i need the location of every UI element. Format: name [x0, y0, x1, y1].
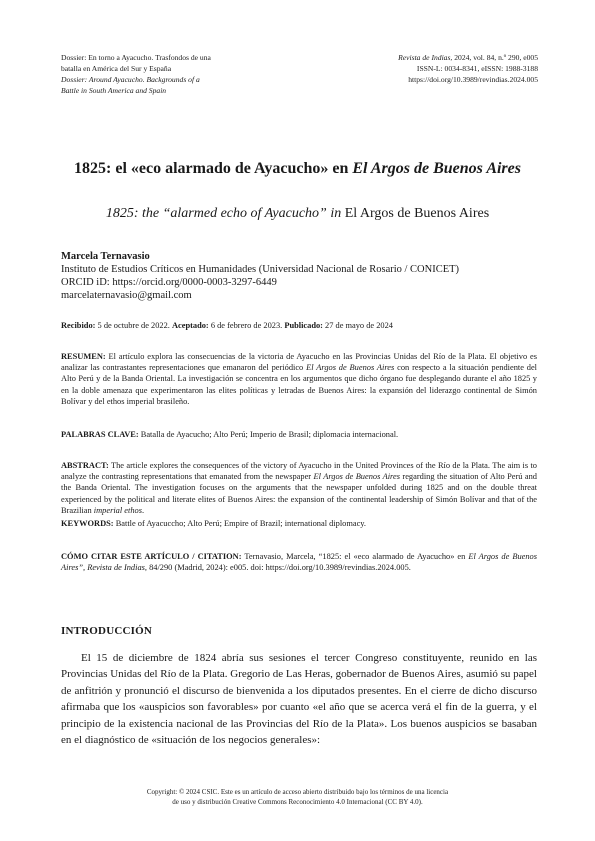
received-date: 5 de octubre de 2022.	[95, 321, 172, 330]
introduccion-paragraph: El 15 de diciembre de 1824 abría sus sesiones el tercer Congreso constituyente, reunido en las Provincias Unidas del Río de la Plata. Gregorio de Las Heras, gobernador de Buenos Aires, asumió su papel de anfitrión y pronunció el discurso de bienvenida a los diputados presentes. En el cierre de dicho discurso afirmaba que los «auspicios son favorables» por cuanto «el año que se acerca verá el fin de la guerra, y el principio de la existencia nacional de las Provincias del Río de la Plata». Los buenos auspicios se basaban en el diagnóstico de «situación de los negocios generales»:	[61, 652, 537, 747]
resumen-text-b: con respecto a la situación pendiente del Alto Perú y de la Banda Oriental. La investigación se concentra en los argumentos que dicho órgano fue desplegando durante el año 1825 y en la doble amenaza que experimentaron las elites políticas y letradas de Buenos Aires: la expansión del liderazgo continental de Simón Bolívar y del ethos imperial brasileño.	[61, 363, 538, 406]
abstract-text-b: regarding the situation of Alto Perú and the Banda Oriental. The investigation focuses on the arguments that the newspaper unfolded during 1825 and on the double threat experienced by the political and literate elites of Buenos Aires: the expansion of the continental leadership of Simón Bolívar and that of the Brazilian	[61, 472, 537, 515]
keywords	[61, 518, 537, 529]
author-email[interactable]: marcelaternavasio@gmail.com	[61, 290, 192, 301]
published-label: Publicado:	[284, 321, 323, 330]
keywords-text: Battle of Ayacuccho; Alto Perú; Empire of Brazil; international diplomacy.	[113, 519, 367, 528]
resumen-text-italic: El Argos de Buenos Aires	[306, 363, 395, 373]
journal-name: Revista de Indias,	[398, 53, 453, 62]
keywords-label: KEYWORDS:	[61, 519, 114, 528]
abstract-text-italic2: imperial ethos	[93, 505, 142, 515]
palabras-clave-label: PALABRAS CLAVE:	[61, 430, 139, 439]
journal-issn: ISSN-L: 0034-8341, eISSN: 1988-3188	[416, 64, 538, 73]
abstract-text-c: .	[141, 505, 145, 515]
dossier-title-en-2: Battle in South America and Spain	[61, 86, 167, 95]
journal-citation	[278, 52, 538, 63]
dossier-title-en-1: Dossier: Around Ayacucho. Backgrounds of a	[61, 75, 200, 84]
abstract-text-italic: El Argos de Buenos Aires	[313, 472, 400, 482]
license-footer	[80, 787, 515, 807]
section-heading-introduccion: INTRODUCCIÓN	[61, 625, 153, 637]
abstract-label: ABSTRACT:	[61, 461, 109, 470]
dossier-title-es-2: batalla en América del Sur y España	[61, 64, 172, 73]
author-block	[61, 250, 541, 302]
citation-block	[61, 551, 537, 573]
citation-text-italic: El Argos de Buenos Aires”, Revista de Indias	[61, 552, 537, 573]
journal-volume: 2024, vol. 84, n.º 290, e005	[452, 53, 538, 62]
palabras-clave-text: Batalla de Ayacucho; Alto Perú; Imperio de Brasil; diplomacia internacional.	[138, 430, 399, 439]
journal-header	[278, 52, 538, 85]
article-title-italic: El Argos de Buenos Aires	[352, 160, 521, 177]
citation-text-b: , 84/290 (Madrid, 2024): e005. doi: https://doi.org/10.3989/revindias.2024.005.	[144, 563, 411, 573]
palabras-clave	[61, 429, 537, 440]
accepted-date: 6 de febrero de 2023.	[208, 321, 285, 330]
article-subtitle-rest: El Argos de Buenos Aires	[341, 206, 490, 221]
article-title-prefix: 1825: el «eco alarmado de Ayacucho» en	[74, 160, 353, 177]
received-label: Recibido:	[61, 321, 96, 330]
license-line-2: de uso y distribución Creative Commons Reconocimiento 4.0 Internacional (CC BY 4.0).	[172, 798, 423, 806]
citation-label: CÓMO CITAR ESTE ARTÍCULO / CITATION:	[61, 552, 242, 561]
author-institution: Instituto de Estudios Críticos en Humanidades (Universidad Nacional de Rosario / CONICET)	[61, 264, 460, 275]
dossier-title-es-1: Dossier: En torno a Ayacucho. Trasfondos de una	[61, 53, 211, 62]
article-subtitle-italic: 1825: the “alarmed echo of Ayacucho” in	[105, 206, 342, 221]
dossier-header	[61, 52, 261, 96]
resumen-label: RESUMEN:	[61, 352, 106, 361]
journal-doi-link[interactable]: https://doi.org/10.3989/revindias.2024.005	[408, 75, 538, 84]
author-name: Marcela Ternavasio	[61, 251, 150, 262]
accepted-label: Aceptado:	[171, 321, 209, 330]
abstract-text-a: The article explores the consequences of the victory of Ayacucho in the United Provinces of the Río de la Plata. The aim is to analyze the contrasting representations that emanated from the newspaper	[61, 461, 537, 482]
license-line-1: Copyright: © 2024 CSIC. Este es un artículo de acceso abierto distribuido bajo los términos de una licencia	[146, 788, 449, 796]
publication-dates	[61, 321, 541, 330]
published-date: 27 de mayo de 2024	[322, 321, 393, 330]
abstract-paragraph	[61, 460, 537, 516]
resumen-text-a: El artículo explora las consecuencias de la victoria de Ayacucho en las Provincias Unidas del Río de la Plata. El objetivo es analizar las contrastantes representaciones que emanaron del periódico	[61, 352, 537, 373]
article-title	[40, 160, 555, 178]
resumen-paragraph	[61, 351, 537, 407]
author-orcid[interactable]: ORCID iD: https://orcid.org/0000-0003-3297-6449	[61, 277, 277, 288]
article-subtitle-en	[40, 206, 555, 222]
citation-text-a: Ternavasio, Marcela, “1825: el «eco alarmado de Ayacucho» en	[241, 552, 469, 561]
